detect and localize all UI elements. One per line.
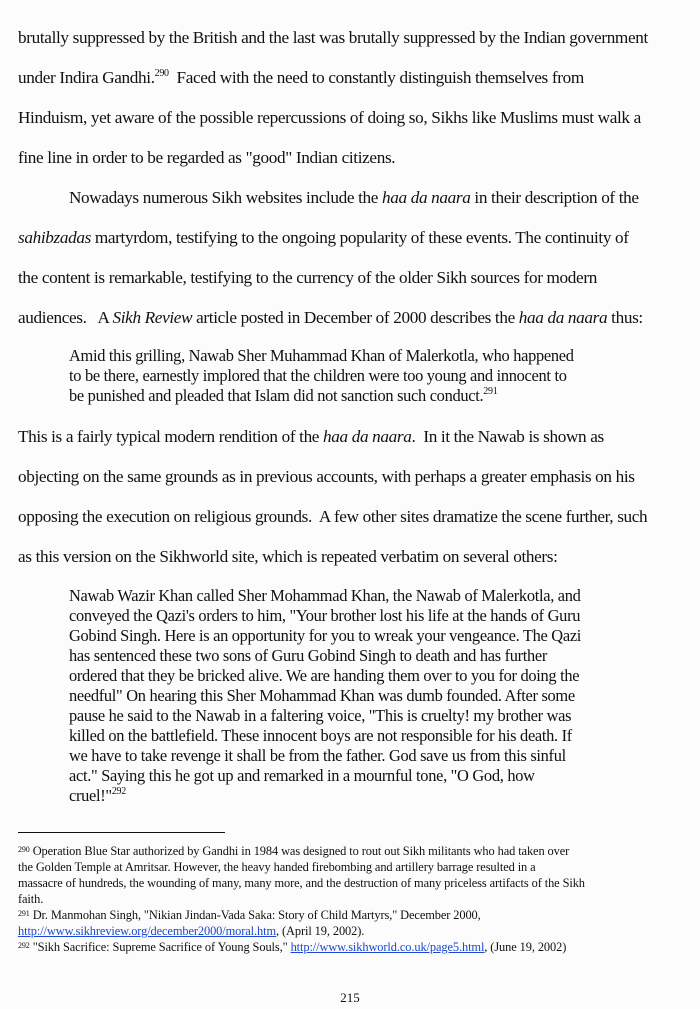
- italic-term: haa da naara: [323, 427, 412, 446]
- footnote-291: [18, 907, 481, 923]
- text: brutally suppressed by the British and the last was brutally suppressed by the Indian government: [18, 28, 648, 47]
- quote-line: we have to take revenge it shall be from the father. God save us from this sinful: [69, 746, 566, 765]
- quote-line: Amid this grilling, Nawab Sher Muhammad Khan of Malerkotla, who happened: [69, 346, 574, 365]
- body-line: [69, 188, 639, 208]
- text: audiences. A: [18, 308, 113, 327]
- body-line: [18, 228, 629, 248]
- text: in their description of the: [470, 188, 639, 207]
- sikhreview-link[interactable]: http://www.sikhreview.org/december2000/moral.htm: [18, 924, 276, 938]
- text: thus:: [607, 308, 643, 327]
- text: article posted in December of 2000 describes the: [192, 308, 519, 327]
- footnote-line: faith.: [18, 892, 44, 906]
- body-line: [18, 547, 558, 567]
- italic-term: haa da naara: [382, 188, 471, 207]
- text: cruel!": [69, 786, 112, 805]
- footnote-ref-292[interactable]: 292: [111, 786, 126, 797]
- text: "Sikh Sacrifice: Supreme Sacrifice of Young Souls,": [32, 940, 291, 954]
- page-number: 215: [340, 990, 360, 1005]
- text: fine line in order to be regarded as "good" Indian citizens.: [18, 148, 396, 167]
- body-line: [18, 268, 597, 288]
- body-line: [18, 148, 395, 168]
- footnote-290: [18, 843, 569, 859]
- footnote-number: 292: [18, 941, 30, 950]
- text: under Indira Gandhi.: [18, 68, 155, 87]
- text: Dr. Manmohan Singh, "Nikian Jindan-Vada Saka: Story of Child Martyrs," December 2000,: [32, 908, 481, 922]
- quote-line: has sentenced these two sons of Guru Gobind Singh to death and has further: [69, 646, 548, 665]
- quote-line: killed on the battlefield. These innocent boys are not responsible for his death. If: [69, 726, 572, 745]
- footnote-line: massacre of hundreds, the wounding of many, many more, and the destruction of many priceless artifacts of the Sikh: [18, 876, 585, 890]
- italic-term: sahibzadas: [18, 228, 91, 247]
- quote-line: Gobind Singh. Here is an opportunity for you to wreak your vengeance. The Qazi: [69, 626, 582, 645]
- body-line: [18, 28, 648, 48]
- footnote-292: [18, 939, 566, 955]
- text: objecting on the same grounds as in previous accounts, with perhaps a greater emphasis on his: [18, 467, 635, 486]
- quote-line: act." Saying this he got up and remarked in a mournful tone, "O God, how: [69, 766, 535, 785]
- quote-line: conveyed the Qazi's orders to him, "Your brother lost his life at the hands of Guru: [69, 606, 581, 625]
- footnote-divider: [18, 832, 225, 833]
- italic-term: haa da naara: [518, 308, 608, 327]
- quote-line: needful" On hearing this Sher Mohammad Khan was dumb founded. After some: [69, 686, 575, 705]
- text: the content is remarkable, testifying to the currency of the older Sikh sources for modern: [18, 268, 597, 287]
- quote-line: [69, 386, 497, 406]
- text: This is a fairly typical modern rendition of the: [18, 427, 324, 446]
- body-line: [18, 427, 604, 447]
- body-line: [18, 467, 635, 487]
- body-line: [18, 68, 584, 88]
- quote-line: to be there, earnestly implored that the children were too young and innocent to: [69, 366, 567, 385]
- text: Nowadays numerous Sikh websites include the: [69, 188, 383, 207]
- footnote-ref-290[interactable]: 290: [154, 68, 169, 79]
- text: Operation Blue Star authorized by Gandhi in 1984 was designed to rout out Sikh militants who had taken over: [32, 844, 570, 858]
- footnote-line: the Golden Temple at Amritsar. However, the heavy handed firebombing and artillery barrage resulted in a: [18, 860, 536, 874]
- quote-line: pause he said to the Nawab in a faltering voice, "This is cruelty! my brother was: [69, 706, 572, 725]
- body-line: [18, 507, 647, 527]
- text: Hinduism, yet aware of the possible repercussions of doing so, Sikhs like Muslims must walk a: [18, 108, 641, 127]
- italic-term: Sikh Review: [112, 308, 193, 327]
- text: as this version on the Sikhworld site, which is repeated verbatim on several others:: [18, 547, 558, 566]
- text: . In it the Nawab is shown as: [411, 427, 604, 446]
- text: Faced with the need to constantly distinguish themselves from: [176, 68, 584, 87]
- body-line: [18, 308, 643, 328]
- footnote-line: [18, 923, 364, 939]
- text: opposing the execution on religious grounds. A few other sites dramatize the scene further, such: [18, 507, 648, 526]
- body-line: [18, 108, 641, 128]
- quote-line: [69, 786, 126, 806]
- text: , (April 19, 2002).: [276, 924, 365, 938]
- footnote-number: 290: [18, 845, 30, 854]
- footnote-ref-291[interactable]: 291: [483, 386, 498, 397]
- quote-line: ordered that they be bricked alive. We are handing them over to you for doing the: [69, 666, 580, 685]
- text: , (June 19, 2002): [484, 940, 567, 954]
- footnote-number: 291: [18, 909, 30, 918]
- quote-line: Nawab Wazir Khan called Sher Mohammad Khan, the Nawab of Malerkotla, and: [69, 586, 581, 605]
- text: martyrdom, testifying to the ongoing popularity of these events. The continuity of: [90, 228, 629, 247]
- text: be punished and pleaded that Islam did not sanction such conduct.: [69, 386, 484, 405]
- sikhworld-link[interactable]: http://www.sikhworld.co.uk/page5.html: [290, 940, 485, 954]
